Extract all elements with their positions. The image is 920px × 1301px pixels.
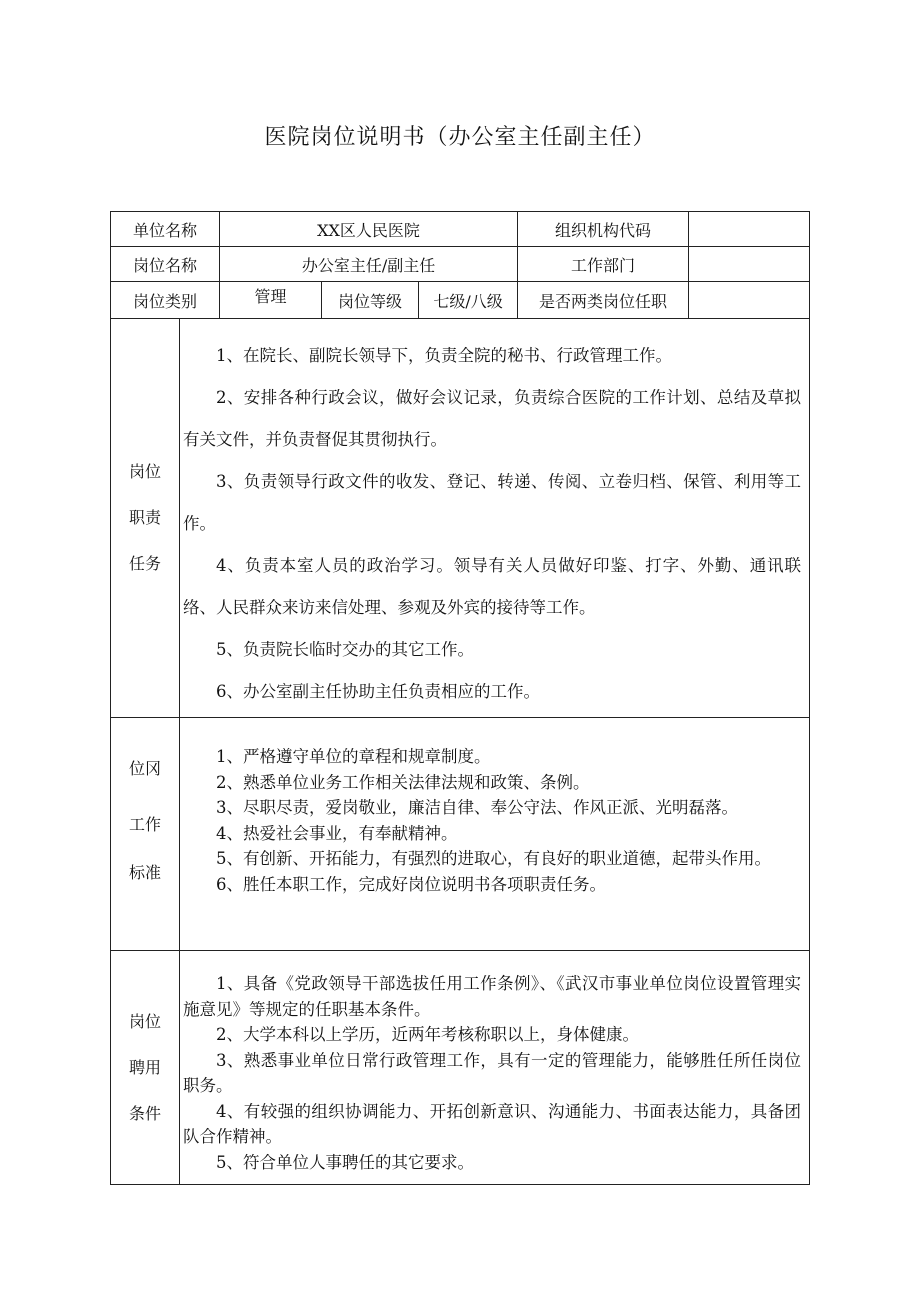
standard-item: 5、有创新、开拓能力，有强烈的进取心，有良好的职业道德，起带头作用。 xyxy=(216,849,771,868)
dual-post-label: 是否两类岗位任职 xyxy=(518,282,689,319)
duty-item: 3、负责领导行政文件的收发、登记、转递、传阅、立卷归档、保管、利用等工作。 xyxy=(183,472,802,533)
requirement-item: 2、大学本科以上学历，近两年考核称职以上，身体健康。 xyxy=(216,1025,639,1044)
post-description-table xyxy=(110,211,810,1185)
duty-item: 4、负责本室人员的政治学习。领导有关人员做好印鉴、打字、外勤、通讯联络、人民群众来访来信处理、参观及外宾的接待等工作。 xyxy=(183,556,802,617)
requirements-row xyxy=(111,951,810,1185)
duty-item: 6、办公室副主任协助主任负责相应的工作。 xyxy=(216,682,540,701)
dept-value xyxy=(689,247,810,282)
standard-item: 6、胜任本职工作，完成好岗位说明书各项职责任务。 xyxy=(216,874,606,894)
org-code-label: 组织机构代码 xyxy=(518,212,689,247)
duty-item: 2、安排各种行政会议，做好会议记录，负责综合医院的工作计划、总结及草拟有关文件，并负责督促其贯彻执行。 xyxy=(183,388,802,449)
duties-row xyxy=(111,319,810,718)
standards-content xyxy=(180,718,810,951)
requirement-item: 1、具备《党政领导干部选拔任用工作条例》、《武汉市事业单位岗位设置管理实施意见》等规定的任职基本条件。 xyxy=(183,974,802,1019)
duties-label: 岗位 职责 任务 xyxy=(111,319,180,718)
unit-row xyxy=(111,212,810,247)
unit-value: XX区人民医院 xyxy=(220,212,518,247)
org-code-value xyxy=(689,212,810,247)
grade-label: 岗位等级 xyxy=(322,282,419,319)
duty-item: 5、负责院长临时交办的其它工作。 xyxy=(216,640,474,659)
standard-item: 2、熟悉单位业务工作相关法律法规和政策、条例。 xyxy=(216,772,590,792)
standards-label: 位冈 工作 标准 xyxy=(111,718,180,951)
post-row xyxy=(111,247,810,282)
duties-content xyxy=(180,319,810,718)
requirements-label: 岗位 聘用 条件 xyxy=(111,951,180,1185)
standards-row xyxy=(111,718,810,951)
requirement-item: 3、熟悉事业单位日常行政管理工作，具有一定的管理能力，能够胜任所任岗位职务。 xyxy=(183,1050,802,1095)
post-label: 岗位名称 xyxy=(111,247,220,282)
category-label: 岗位类别 xyxy=(111,282,220,319)
category-row xyxy=(111,282,810,319)
standard-item: 1、严格遵守单位的章程和规章制度。 xyxy=(216,747,491,766)
requirement-item: 5、符合单位人事聘任的其它要求。 xyxy=(216,1152,474,1172)
grade-value: 七级/八级 xyxy=(419,282,518,319)
standard-item: 3、尽职尽责，爱岗敬业，廉洁自律、奉公守法、作风正派、光明磊落。 xyxy=(216,798,738,817)
unit-label: 单位名称 xyxy=(111,212,220,247)
requirements-content xyxy=(180,951,810,1185)
dept-label: 工作部门 xyxy=(518,247,689,282)
duty-item: 1、在院长、副院长领导下，负责全院的秘书、行政管理工作。 xyxy=(216,346,672,365)
post-value: 办公室主任/副主任 xyxy=(220,247,518,282)
requirement-item: 4、有较强的组织协调能力、开拓创新意识、沟通能力、书面表达能力，具备团队合作精神。 xyxy=(183,1101,802,1146)
document-title: 医院岗位说明书（办公室主任副主任） xyxy=(264,125,656,150)
dual-post-value xyxy=(689,282,810,319)
standard-item: 4、热爱社会事业，有奉献精神。 xyxy=(216,823,458,843)
category-value: 管理 xyxy=(220,282,322,319)
